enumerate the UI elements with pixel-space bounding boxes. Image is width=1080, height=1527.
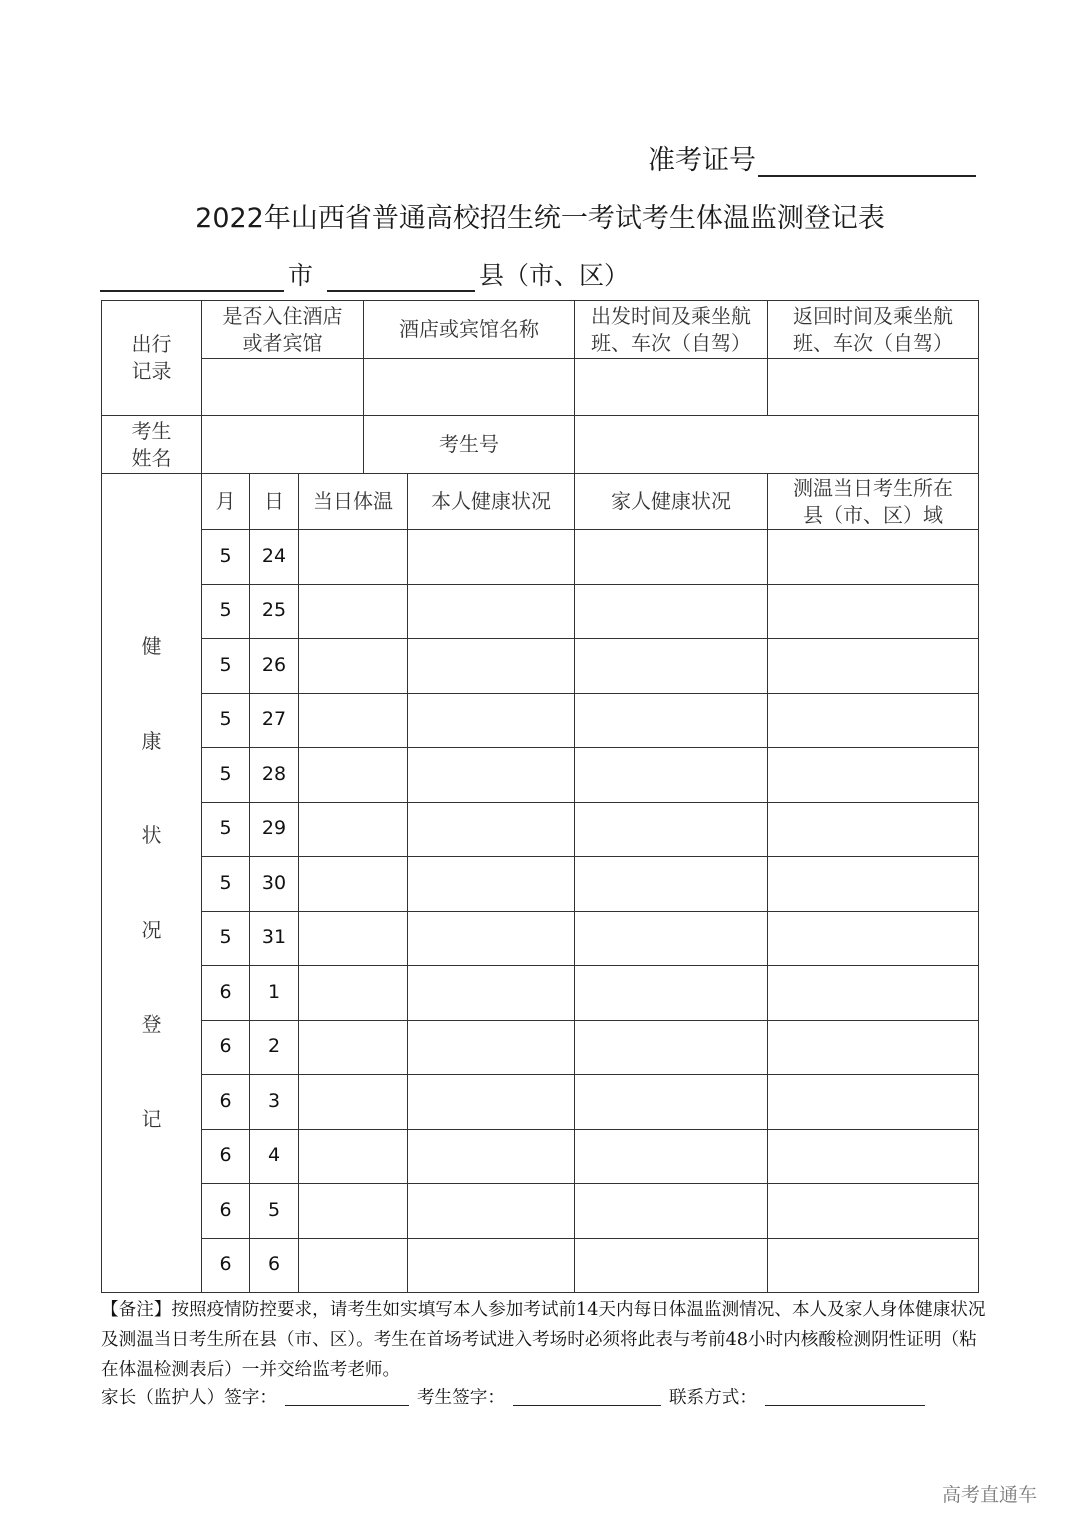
family-health-cell[interactable] bbox=[575, 966, 768, 1021]
month-cell: 5 bbox=[202, 584, 250, 639]
table-row bbox=[102, 911, 979, 966]
student-signature-blank[interactable] bbox=[513, 1385, 661, 1406]
temperature-cell[interactable] bbox=[299, 748, 408, 803]
table-row bbox=[102, 748, 979, 803]
family-health-cell[interactable] bbox=[575, 1075, 768, 1130]
month-cell: 5 bbox=[202, 693, 250, 748]
table-row bbox=[102, 1238, 979, 1293]
col-month: 月 bbox=[202, 474, 250, 530]
family-health-cell[interactable] bbox=[575, 857, 768, 912]
temperature-cell[interactable] bbox=[299, 693, 408, 748]
hotel-name-cell[interactable] bbox=[364, 359, 575, 416]
exam-number-blank[interactable] bbox=[758, 145, 976, 177]
travel-record-label: 出行记录 bbox=[102, 301, 202, 416]
self-health-cell[interactable] bbox=[408, 1075, 575, 1130]
month-cell: 6 bbox=[202, 1020, 250, 1075]
location-cell[interactable] bbox=[768, 693, 979, 748]
table-row bbox=[102, 639, 979, 694]
location-cell[interactable] bbox=[768, 857, 979, 912]
table-row bbox=[102, 966, 979, 1021]
day-cell: 30 bbox=[250, 857, 299, 912]
self-health-cell[interactable] bbox=[408, 802, 575, 857]
location-cell[interactable] bbox=[768, 530, 979, 585]
temperature-cell[interactable] bbox=[299, 966, 408, 1021]
self-health-cell[interactable] bbox=[408, 1238, 575, 1293]
page-title: 2022年山西省普通高校招生统一考试考生体温监测登记表 bbox=[195, 203, 885, 234]
self-health-cell[interactable] bbox=[408, 911, 575, 966]
month-cell: 5 bbox=[202, 857, 250, 912]
month-cell: 6 bbox=[202, 966, 250, 1021]
parent-signature-blank[interactable] bbox=[285, 1385, 409, 1406]
student-number-label: 考生号 bbox=[364, 416, 575, 474]
col-hotel-stay: 是否入住酒店或者宾馆 bbox=[202, 301, 364, 359]
location-cell[interactable] bbox=[768, 1238, 979, 1293]
student-name-label: 考生姓名 bbox=[102, 416, 202, 474]
temperature-cell[interactable] bbox=[299, 1075, 408, 1130]
contact-blank[interactable] bbox=[765, 1385, 925, 1406]
return-cell[interactable] bbox=[768, 359, 979, 416]
day-cell: 26 bbox=[250, 639, 299, 694]
self-health-cell[interactable] bbox=[408, 1020, 575, 1075]
self-health-cell[interactable] bbox=[408, 748, 575, 803]
temperature-cell[interactable] bbox=[299, 584, 408, 639]
month-cell: 5 bbox=[202, 911, 250, 966]
self-health-cell[interactable] bbox=[408, 1184, 575, 1239]
month-cell: 5 bbox=[202, 530, 250, 585]
col-return: 返回时间及乘坐航班、车次（自驾） bbox=[768, 301, 979, 359]
watermark: 高考直通车 bbox=[942, 1484, 1038, 1506]
table-row bbox=[102, 1184, 979, 1239]
month-cell: 5 bbox=[202, 802, 250, 857]
family-health-cell[interactable] bbox=[575, 748, 768, 803]
day-cell: 2 bbox=[250, 1020, 299, 1075]
student-signature-label: 考生签字： bbox=[416, 1388, 505, 1408]
location-cell[interactable] bbox=[768, 911, 979, 966]
day-cell: 5 bbox=[250, 1184, 299, 1239]
temperature-cell[interactable] bbox=[299, 1020, 408, 1075]
exam-number-label: 准考证号 bbox=[648, 145, 756, 176]
temperature-cell[interactable] bbox=[299, 1238, 408, 1293]
day-cell: 25 bbox=[250, 584, 299, 639]
health-register-label: 健 康 状 况 登 记 bbox=[102, 474, 202, 1293]
day-cell: 1 bbox=[250, 966, 299, 1021]
table-row bbox=[102, 802, 979, 857]
hotel-stay-cell[interactable] bbox=[202, 359, 364, 416]
col-day: 日 bbox=[250, 474, 299, 530]
col-location: 测温当日考生所在县（市、区）域 bbox=[768, 474, 979, 530]
day-cell: 27 bbox=[250, 693, 299, 748]
day-cell: 6 bbox=[250, 1238, 299, 1293]
city-blank[interactable] bbox=[100, 262, 284, 292]
parent-signature-label: 家长（监护人）签字： bbox=[101, 1388, 277, 1408]
col-hotel-name: 酒店或宾馆名称 bbox=[364, 301, 575, 359]
family-health-cell[interactable] bbox=[575, 1184, 768, 1239]
location-cell[interactable] bbox=[768, 802, 979, 857]
month-cell: 5 bbox=[202, 748, 250, 803]
departure-cell[interactable] bbox=[575, 359, 768, 416]
temperature-cell[interactable] bbox=[299, 857, 408, 912]
temperature-cell[interactable] bbox=[299, 1184, 408, 1239]
family-health-cell[interactable] bbox=[575, 1238, 768, 1293]
table-row bbox=[102, 584, 979, 639]
location-cell[interactable] bbox=[768, 1075, 979, 1130]
self-health-cell[interactable] bbox=[408, 530, 575, 585]
city-label: 市 bbox=[288, 261, 314, 290]
table-row bbox=[102, 1129, 979, 1184]
location-cell[interactable] bbox=[768, 584, 979, 639]
month-cell: 6 bbox=[202, 1184, 250, 1239]
month-cell: 6 bbox=[202, 1129, 250, 1184]
temperature-cell[interactable] bbox=[299, 802, 408, 857]
location-cell[interactable] bbox=[768, 639, 979, 694]
location-cell[interactable] bbox=[768, 966, 979, 1021]
temperature-cell[interactable] bbox=[299, 911, 408, 966]
family-health-cell[interactable] bbox=[575, 584, 768, 639]
signature-row bbox=[101, 1384, 933, 1409]
family-health-cell[interactable] bbox=[575, 639, 768, 694]
day-cell: 24 bbox=[250, 530, 299, 585]
self-health-cell[interactable] bbox=[408, 584, 575, 639]
month-cell: 6 bbox=[202, 1075, 250, 1130]
location-cell[interactable] bbox=[768, 1129, 979, 1184]
table-row bbox=[102, 693, 979, 748]
exam-number-field bbox=[648, 138, 976, 177]
temperature-cell[interactable] bbox=[299, 530, 408, 585]
registration-table bbox=[101, 300, 979, 1293]
county-label: 县（市、区） bbox=[479, 261, 630, 290]
family-health-cell[interactable] bbox=[575, 530, 768, 585]
day-cell: 28 bbox=[250, 748, 299, 803]
month-cell: 5 bbox=[202, 639, 250, 694]
family-health-cell[interactable] bbox=[575, 911, 768, 966]
temperature-cell[interactable] bbox=[299, 639, 408, 694]
county-blank[interactable] bbox=[327, 262, 475, 292]
col-temperature: 当日体温 bbox=[299, 474, 408, 530]
location-cell[interactable] bbox=[768, 748, 979, 803]
day-cell: 4 bbox=[250, 1129, 299, 1184]
day-cell: 31 bbox=[250, 911, 299, 966]
temperature-cell[interactable] bbox=[299, 1129, 408, 1184]
col-family-health: 家人健康状况 bbox=[575, 474, 768, 530]
student-number-cell[interactable] bbox=[575, 416, 979, 474]
family-health-cell[interactable] bbox=[575, 693, 768, 748]
contact-label: 联系方式： bbox=[668, 1388, 757, 1408]
self-health-cell[interactable] bbox=[408, 1129, 575, 1184]
col-departure: 出发时间及乘坐航班、车次（自驾） bbox=[575, 301, 768, 359]
table-row bbox=[102, 1075, 979, 1130]
self-health-cell[interactable] bbox=[408, 857, 575, 912]
self-health-cell[interactable] bbox=[408, 639, 575, 694]
location-cell[interactable] bbox=[768, 1020, 979, 1075]
region-field bbox=[100, 256, 629, 292]
family-health-cell[interactable] bbox=[575, 1129, 768, 1184]
day-cell: 29 bbox=[250, 802, 299, 857]
family-health-cell[interactable] bbox=[575, 802, 768, 857]
col-self-health: 本人健康状况 bbox=[408, 474, 575, 530]
self-health-cell[interactable] bbox=[408, 966, 575, 1021]
family-health-cell[interactable] bbox=[575, 1020, 768, 1075]
month-cell: 6 bbox=[202, 1238, 250, 1293]
remarks-note: 【备注】按照疫情防控要求，请考生如实填写本人参加考试前14天内每日体温监测情况、本人及家人身体健康状况及测温当日考生所在县（市、区）。考生在首场考试进入考场时必须将此表与考前48小时内核酸检测阴性证明（粘在体温检测表后）一并交给监考老师。 bbox=[101, 1300, 986, 1380]
student-name-cell[interactable] bbox=[202, 416, 364, 474]
table-row bbox=[102, 1020, 979, 1075]
table-row bbox=[102, 857, 979, 912]
table-row bbox=[102, 530, 979, 585]
self-health-cell[interactable] bbox=[408, 693, 575, 748]
location-cell[interactable] bbox=[768, 1184, 979, 1239]
day-cell: 3 bbox=[250, 1075, 299, 1130]
